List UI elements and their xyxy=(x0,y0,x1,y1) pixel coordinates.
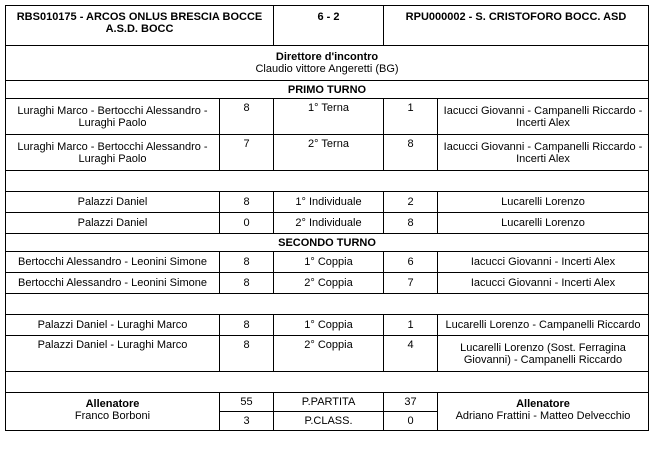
home-team-name: RBS010175 - ARCOS ONLUS BRESCIA BOCCE A.S.D. BOCC xyxy=(6,6,274,46)
game-type: 2° Coppia xyxy=(274,273,384,294)
away-team-name: RPU000002 - S. CRISTOFORO BOCC. ASD xyxy=(384,6,649,46)
away-players: Iacucci Giovanni - Campanelli Riccardo - Incerti Alex xyxy=(438,135,649,171)
secondo-turno-title: SECONDO TURNO xyxy=(6,234,649,252)
spacer-row xyxy=(6,372,649,393)
spacer-cell xyxy=(6,372,649,393)
director-cell xyxy=(6,46,649,81)
match-report-sheet xyxy=(5,5,648,431)
away-coach xyxy=(438,393,649,431)
match-row xyxy=(6,315,649,336)
home-players: Bertocchi Alessandro - Leonini Simone xyxy=(6,273,220,294)
primo-turno-title: PRIMO TURNO xyxy=(6,81,649,99)
home-score: 8 xyxy=(220,192,274,213)
class-label: P.CLASS. xyxy=(274,412,384,431)
director-name: Claudio vittore Angeretti (BG) xyxy=(255,63,399,75)
away-score: 1 xyxy=(384,99,438,135)
game-type: 1° Individuale xyxy=(274,192,384,213)
match-row xyxy=(6,135,649,171)
home-coach xyxy=(6,393,220,431)
match-row xyxy=(6,273,649,294)
home-score: 0 xyxy=(220,213,274,234)
spacer-row xyxy=(6,294,649,315)
home-players: Palazzi Daniel xyxy=(6,213,220,234)
footer-row-points xyxy=(6,393,649,412)
home-coach-label: Allenatore xyxy=(85,398,140,410)
home-score: 8 xyxy=(220,315,274,336)
away-players: Iacucci Giovanni - Campanelli Riccardo - Incerti Alex xyxy=(438,99,649,135)
away-coach-label: Allenatore xyxy=(516,398,570,410)
away-class-points: 0 xyxy=(384,412,438,431)
away-coach-name: Adriano Frattini - Matteo Delvecchio xyxy=(455,410,631,422)
home-coach-name: Franco Borboni xyxy=(74,410,151,422)
away-score: 6 xyxy=(384,252,438,273)
match-report-table xyxy=(5,5,649,431)
home-score: 7 xyxy=(220,135,274,171)
away-players: Iacucci Giovanni - Incerti Alex xyxy=(438,273,649,294)
game-type: 2° Terna xyxy=(274,135,384,171)
home-players: Luraghi Marco - Bertocchi Alessandro - Luraghi Paolo xyxy=(6,135,220,171)
director-label: Direttore d'incontro xyxy=(275,51,379,63)
header-row xyxy=(6,6,649,46)
match-row xyxy=(6,213,649,234)
home-players: Bertocchi Alessandro - Leonini Simone xyxy=(6,252,220,273)
game-type: 1° Terna xyxy=(274,99,384,135)
spacer-cell xyxy=(6,294,649,315)
match-row xyxy=(6,336,649,372)
secondo-turno-header xyxy=(6,234,649,252)
away-players: Lucarelli Lorenzo - Campanelli Riccardo xyxy=(438,315,649,336)
away-players: Lucarelli Lorenzo xyxy=(438,213,649,234)
home-class-points: 3 xyxy=(220,412,274,431)
away-score: 4 xyxy=(384,336,438,372)
home-players: Palazzi Daniel - Luraghi Marco xyxy=(6,315,220,336)
home-score: 8 xyxy=(220,252,274,273)
game-type: 1° Coppia xyxy=(274,252,384,273)
away-points: 37 xyxy=(384,393,438,412)
home-score: 8 xyxy=(220,99,274,135)
away-players: Iacucci Giovanni - Incerti Alex xyxy=(438,252,649,273)
away-score: 2 xyxy=(384,192,438,213)
away-score: 8 xyxy=(384,213,438,234)
game-type: 2° Coppia xyxy=(274,336,384,372)
home-players: Luraghi Marco - Bertocchi Alessandro - Luraghi Paolo xyxy=(6,99,220,135)
primo-turno-header xyxy=(6,81,649,99)
home-points: 55 xyxy=(220,393,274,412)
director-row xyxy=(6,46,649,81)
game-type: 1° Coppia xyxy=(274,315,384,336)
match-score: 6 - 2 xyxy=(274,6,384,46)
home-score: 8 xyxy=(220,273,274,294)
away-score: 7 xyxy=(384,273,438,294)
away-players: Lucarelli Lorenzo (Sost. Ferragina Giovanni) - Campanelli Riccardo xyxy=(438,336,649,372)
away-score: 1 xyxy=(384,315,438,336)
match-row xyxy=(6,252,649,273)
spacer-cell xyxy=(6,171,649,192)
match-row xyxy=(6,99,649,135)
game-type: 2° Individuale xyxy=(274,213,384,234)
home-players: Palazzi Daniel xyxy=(6,192,220,213)
match-row xyxy=(6,192,649,213)
away-players: Lucarelli Lorenzo xyxy=(438,192,649,213)
away-score: 8 xyxy=(384,135,438,171)
home-players: Palazzi Daniel - Luraghi Marco xyxy=(6,336,220,372)
spacer-row xyxy=(6,171,649,192)
points-label: P.PARTITA xyxy=(274,393,384,412)
home-score: 8 xyxy=(220,336,274,372)
